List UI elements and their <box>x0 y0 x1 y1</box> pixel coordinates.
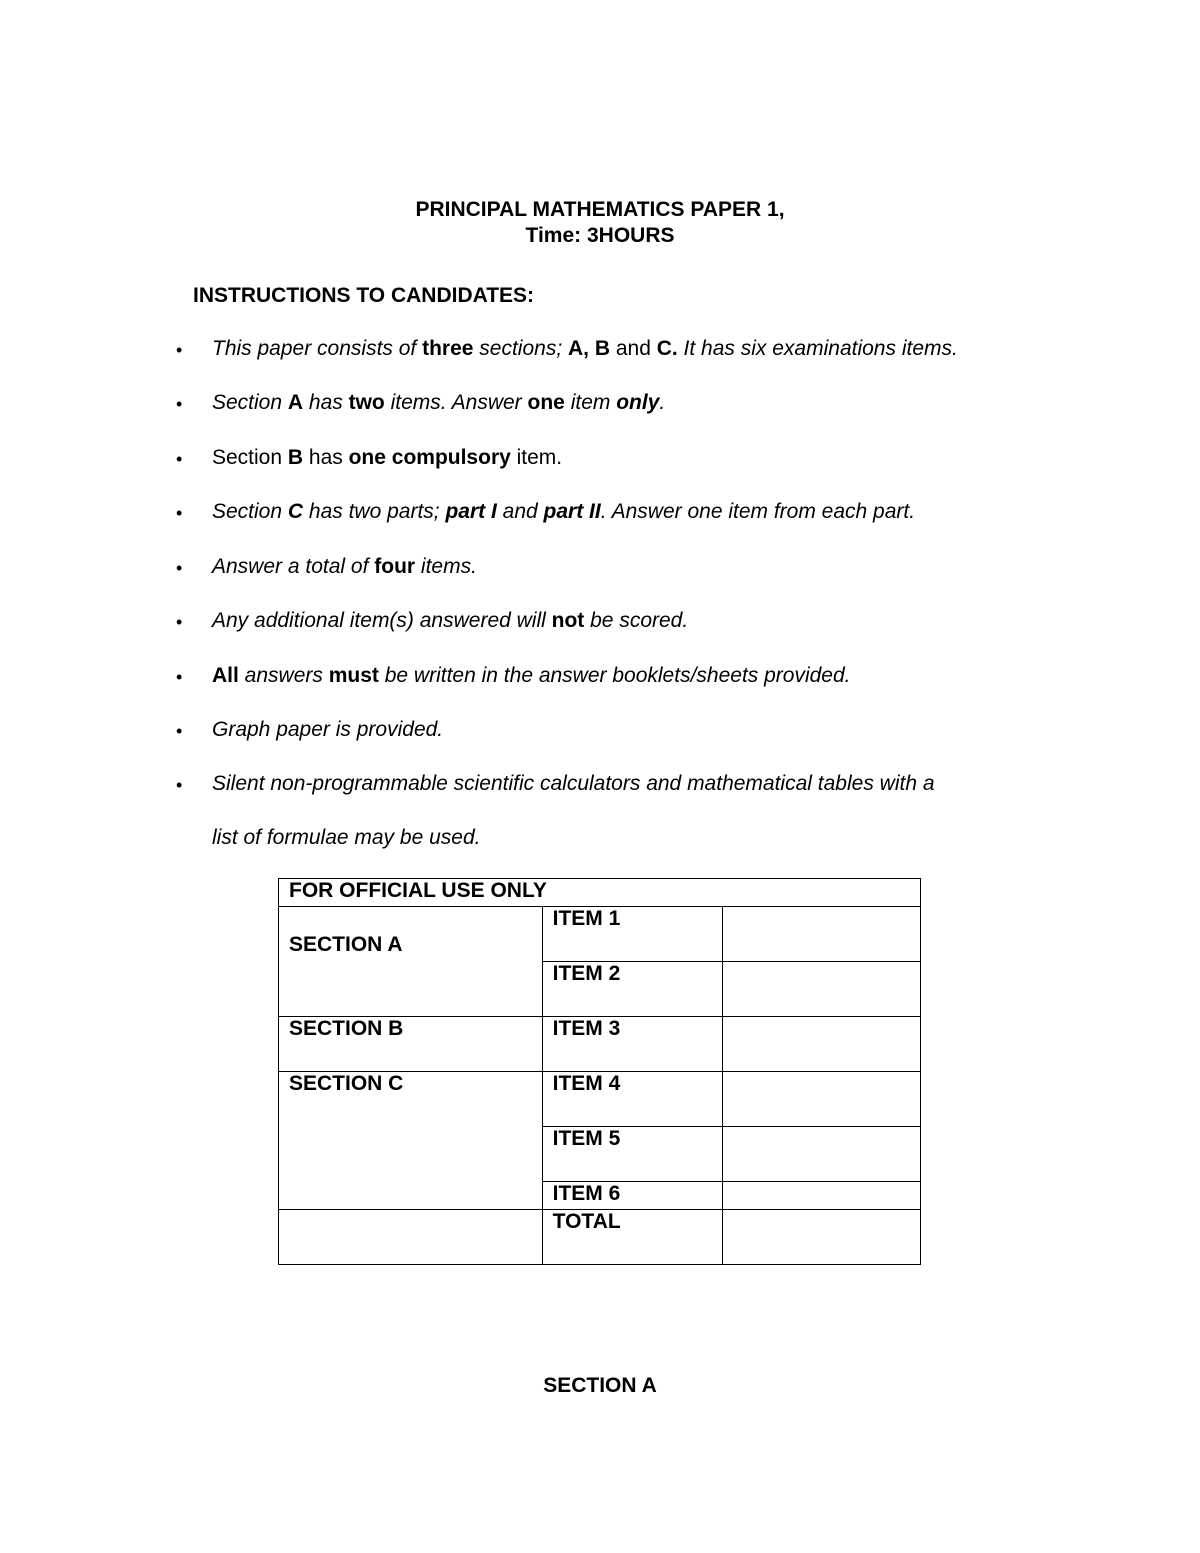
total-label-cell: TOTAL <box>542 1210 723 1265</box>
instruction-emphasis: must <box>328 664 379 687</box>
instruction-text: . Answer one item from each part. <box>600 500 916 523</box>
instruction-text: Any additional item(s) answered will <box>212 609 552 632</box>
instruction-item-7 <box>212 663 851 689</box>
instructions-heading: INSTRUCTIONS TO CANDIDATES: <box>193 284 535 307</box>
instruction-text: items. Answer <box>384 391 528 414</box>
total-blank-cell <box>279 1210 543 1265</box>
instruction-text: Section <box>212 500 288 523</box>
instruction-text: be written in the answer booklets/sheets provided. <box>378 664 851 687</box>
total-score-cell[interactable] <box>723 1210 921 1265</box>
section-a-heading: SECTION A <box>543 1374 657 1397</box>
bullet-icon: • <box>176 558 183 578</box>
instruction-text: has <box>303 446 349 469</box>
instruction-text: This paper consists of <box>212 337 423 360</box>
instruction-item-9-line-1 <box>212 771 935 797</box>
section-c-cell: SECTION C <box>279 1072 543 1210</box>
instruction-text: item <box>564 391 617 414</box>
section-a-label: SECTION A <box>289 932 403 956</box>
time-value: : 3HOURS <box>574 224 675 247</box>
instruction-text: has two parts; <box>303 500 446 523</box>
exam-title: PRINCIPAL MATHEMATICS PAPER 1, <box>415 198 785 221</box>
instruction-emphasis: one <box>527 391 565 414</box>
bullet-icon: • <box>176 775 183 795</box>
instruction-emphasis: C <box>287 500 304 523</box>
bullet-icon: • <box>176 612 183 632</box>
bullet-icon: • <box>176 340 183 360</box>
section-a-cell <box>279 907 543 1017</box>
instruction-text: Graph paper is provided. <box>212 718 444 741</box>
instruction-emphasis: only <box>616 391 660 414</box>
bullet-icon: • <box>176 394 183 414</box>
item-4-score-cell[interactable] <box>723 1072 921 1127</box>
bullet-icon: • <box>176 449 183 469</box>
instruction-item-8 <box>212 717 443 743</box>
item-6-score-cell[interactable] <box>723 1182 921 1210</box>
instruction-emphasis: C. <box>656 337 678 360</box>
instruction-emphasis: three <box>422 337 474 360</box>
instruction-emphasis: A <box>287 391 304 414</box>
instruction-emphasis: A, B <box>568 337 610 360</box>
instruction-emphasis: one compulsory <box>348 446 511 469</box>
item-6-cell: ITEM 6 <box>542 1182 723 1210</box>
instruction-item-4 <box>212 499 915 525</box>
item-3-score-cell[interactable] <box>723 1017 921 1072</box>
table-row <box>279 1017 921 1072</box>
instruction-text: list of formulae may be used. <box>212 826 481 849</box>
instruction-text: items. <box>415 555 477 578</box>
table-header-row <box>279 879 921 907</box>
instruction-emphasis: four <box>374 555 416 578</box>
instruction-emphasis: part II <box>543 500 601 523</box>
instruction-text: Silent non-programmable scientific calculators and mathematical tables with a <box>212 772 935 795</box>
table-row <box>279 907 921 962</box>
bullet-icon: • <box>176 667 183 687</box>
instruction-text: be scored. <box>584 609 689 632</box>
item-5-score-cell[interactable] <box>723 1127 921 1182</box>
instruction-item-3 <box>212 445 562 471</box>
instruction-text: . <box>659 391 666 414</box>
table-row <box>279 1210 921 1265</box>
item-2-score-cell[interactable] <box>723 962 921 1017</box>
item-1-cell: ITEM 1 <box>542 907 723 962</box>
item-2-cell: ITEM 2 <box>542 962 723 1017</box>
instruction-emphasis: B <box>287 446 304 469</box>
instruction-emphasis: All <box>212 664 239 687</box>
instruction-emphasis: part I <box>445 500 497 523</box>
instruction-item-2 <box>212 390 665 416</box>
item-5-cell: ITEM 5 <box>542 1127 723 1182</box>
instruction-text: Answer a total of <box>212 555 375 578</box>
bullet-icon: • <box>176 721 183 741</box>
instruction-text: Section <box>212 391 288 414</box>
instruction-text: has <box>303 391 349 414</box>
instruction-text: and <box>610 337 657 360</box>
instruction-text: Section <box>212 446 288 469</box>
official-use-header: FOR OFFICIAL USE ONLY <box>279 879 921 907</box>
instruction-item-1 <box>212 336 958 362</box>
instruction-text: item. <box>510 446 563 469</box>
section-b-cell: SECTION B <box>279 1017 543 1072</box>
instruction-item-6 <box>212 608 688 634</box>
table-row <box>279 1072 921 1127</box>
bullet-icon: • <box>176 503 183 523</box>
instruction-item-9-line-2 <box>212 825 480 851</box>
exam-duration <box>0 223 1200 249</box>
instruction-emphasis: two <box>348 391 385 414</box>
instruction-text: answers <box>238 664 329 687</box>
instruction-text: sections; <box>473 337 568 360</box>
time-label: Time <box>525 224 575 247</box>
instruction-text: and <box>496 500 544 523</box>
item-1-score-cell[interactable] <box>723 907 921 962</box>
instruction-item-5 <box>212 554 477 580</box>
instruction-text: It has six examinations items. <box>677 337 958 360</box>
instruction-emphasis: not <box>551 609 585 632</box>
official-use-table <box>278 878 921 1265</box>
item-3-cell: ITEM 3 <box>542 1017 723 1072</box>
item-4-cell: ITEM 4 <box>542 1072 723 1127</box>
